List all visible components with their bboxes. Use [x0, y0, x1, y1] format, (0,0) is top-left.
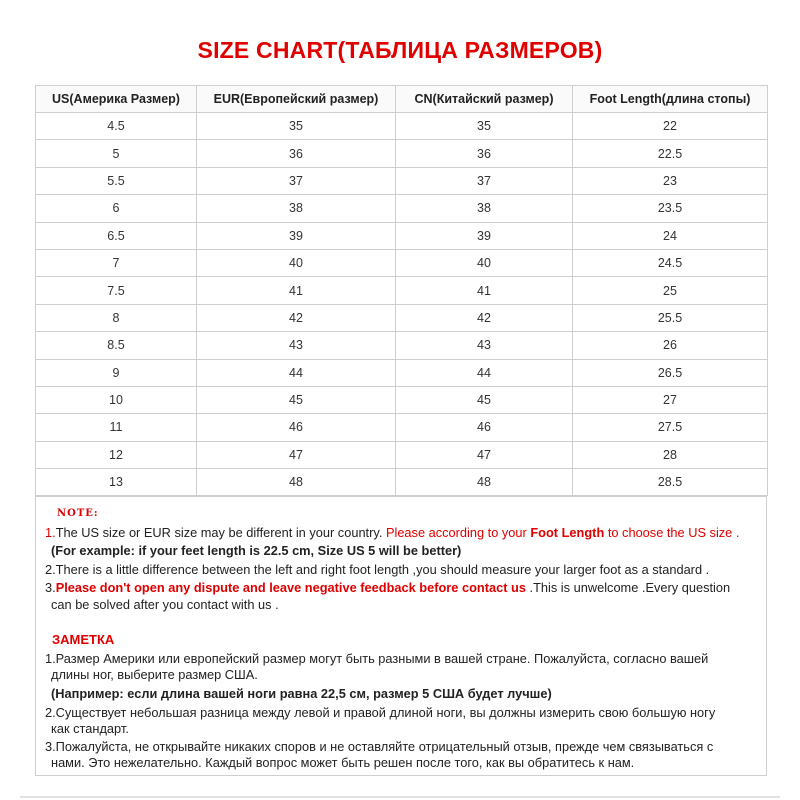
cell-foot-length: 25.5 [573, 304, 768, 331]
cell-eur: 42 [197, 304, 396, 331]
cell-foot-length: 26.5 [573, 359, 768, 386]
cell-cn: 35 [396, 113, 573, 140]
table-row [36, 195, 768, 222]
cell-foot-length: 24.5 [573, 249, 768, 276]
table-row [36, 249, 768, 276]
cell-us: 11 [36, 414, 197, 441]
cell-cn: 40 [396, 249, 573, 276]
notes-box [35, 496, 767, 776]
cell-eur: 41 [197, 277, 396, 304]
cell-eur: 44 [197, 359, 396, 386]
cell-cn: 36 [396, 140, 573, 167]
note-en-3-text: .This is unwelcome .Every question [525, 580, 731, 595]
table-row [36, 386, 768, 413]
cell-cn: 44 [396, 359, 573, 386]
note-en-1-text: The US size or EUR size may be different in your country. [55, 525, 386, 540]
cell-us: 7 [36, 249, 197, 276]
note-ru-3: 3.Пожалуйста, не открывайте никаких споров и не оставляйте отрицательный отзыв, прежде чем связываться с [45, 739, 714, 754]
note-ru-2-continued: как стандарт. [51, 721, 129, 736]
note-en-1-number: 1. [45, 525, 56, 540]
cell-us: 10 [36, 386, 197, 413]
cell-us: 5 [36, 140, 197, 167]
note-en-2: 2.There is a little difference between the left and right foot length ,you should measure your larger foot as a standard . [45, 562, 710, 577]
page-title: SIZE CHART(ТАБЛИЦА РАЗМЕРОВ) [197, 37, 603, 63]
note-en-1-highlight: Please according to your [385, 525, 531, 540]
cell-us: 13 [36, 469, 197, 496]
header-us: US(Америка Размер) [36, 86, 197, 113]
cell-us: 8.5 [36, 332, 197, 359]
note-en-1-foot-length: Foot Length [530, 525, 605, 540]
cell-foot-length: 23.5 [573, 195, 768, 222]
cell-cn: 43 [396, 332, 573, 359]
cell-eur: 37 [197, 167, 396, 194]
table-row [36, 304, 768, 331]
cell-foot-length: 24 [573, 222, 768, 249]
cell-foot-length: 27.5 [573, 414, 768, 441]
cell-eur: 35 [197, 113, 396, 140]
cell-us: 12 [36, 441, 197, 468]
cell-eur: 47 [197, 441, 396, 468]
note-en-3-number: 3. [45, 580, 56, 595]
cell-eur: 46 [197, 414, 396, 441]
cell-eur: 38 [197, 195, 396, 222]
table-header-row [36, 86, 768, 113]
cell-us: 9 [36, 359, 197, 386]
cell-us: 8 [36, 304, 197, 331]
table-row [36, 277, 768, 304]
cell-foot-length: 27 [573, 386, 768, 413]
note-en-3-warning: Please don't open any dispute and leave negative feedback before contact us [55, 580, 526, 595]
cell-foot-length: 28 [573, 441, 768, 468]
cell-foot-length: 22.5 [573, 140, 768, 167]
note-ru-label: ЗАМЕТКА [52, 632, 115, 647]
table-row [36, 332, 768, 359]
table-row [36, 359, 768, 386]
cell-eur: 39 [197, 222, 396, 249]
table-row [36, 113, 768, 140]
cell-us: 5.5 [36, 167, 197, 194]
note-ru-3-continued: нами. Это нежелательно. Каждый вопрос может быть решен после того, как вы обратитесь к нам. [51, 755, 635, 770]
note-en-3-continued: can be solved after you contact with us . [51, 597, 279, 612]
cell-foot-length: 23 [573, 167, 768, 194]
cell-foot-length: 25 [573, 277, 768, 304]
table-row [36, 167, 768, 194]
note-en-3 [45, 580, 761, 596]
table-row [36, 469, 768, 496]
cell-eur: 40 [197, 249, 396, 276]
note-ru-2: 2.Существует небольшая разница между левой и правой длиной ноги, вы должны измерить свою большую ногу [45, 705, 716, 720]
note-en-1-example: (For example: if your feet length is 22.5 cm, Size US 5 will be better) [51, 543, 462, 558]
size-chart-table [35, 85, 768, 496]
cell-cn: 38 [396, 195, 573, 222]
header-eur: EUR(Европейский размер) [197, 86, 396, 113]
cell-us: 6 [36, 195, 197, 222]
note-label: NOTE: [57, 508, 99, 519]
cell-foot-length: 26 [573, 332, 768, 359]
note-en-1-tail: to choose the US size . [604, 525, 740, 540]
cell-us: 7.5 [36, 277, 197, 304]
table-row [36, 140, 768, 167]
cell-cn: 48 [396, 469, 573, 496]
cell-foot-length: 22 [573, 113, 768, 140]
bottom-divider [20, 796, 780, 798]
table-row [36, 414, 768, 441]
note-ru-1: 1.Размер Америки или европейский размер могут быть разными в вашей стране. Пожалуйста, согласно вашей [45, 651, 709, 666]
cell-cn: 37 [396, 167, 573, 194]
cell-cn: 47 [396, 441, 573, 468]
cell-cn: 39 [396, 222, 573, 249]
cell-cn: 41 [396, 277, 573, 304]
cell-cn: 42 [396, 304, 573, 331]
cell-us: 4.5 [36, 113, 197, 140]
cell-eur: 45 [197, 386, 396, 413]
cell-eur: 36 [197, 140, 396, 167]
cell-us: 6.5 [36, 222, 197, 249]
note-ru-1-example: (Например: если длина вашей ноги равна 22,5 см, размер 5 США будет лучше) [51, 686, 552, 701]
header-foot-length: Foot Length(длина стопы) [573, 86, 768, 113]
cell-eur: 43 [197, 332, 396, 359]
table-row [36, 222, 768, 249]
cell-eur: 48 [197, 469, 396, 496]
cell-cn: 46 [396, 414, 573, 441]
cell-cn: 45 [396, 386, 573, 413]
note-ru-1-continued: длины ног, выберите размер США. [51, 667, 258, 682]
cell-foot-length: 28.5 [573, 469, 768, 496]
note-en-1 [45, 525, 761, 541]
table-row [36, 441, 768, 468]
header-cn: CN(Китайский размер) [396, 86, 573, 113]
